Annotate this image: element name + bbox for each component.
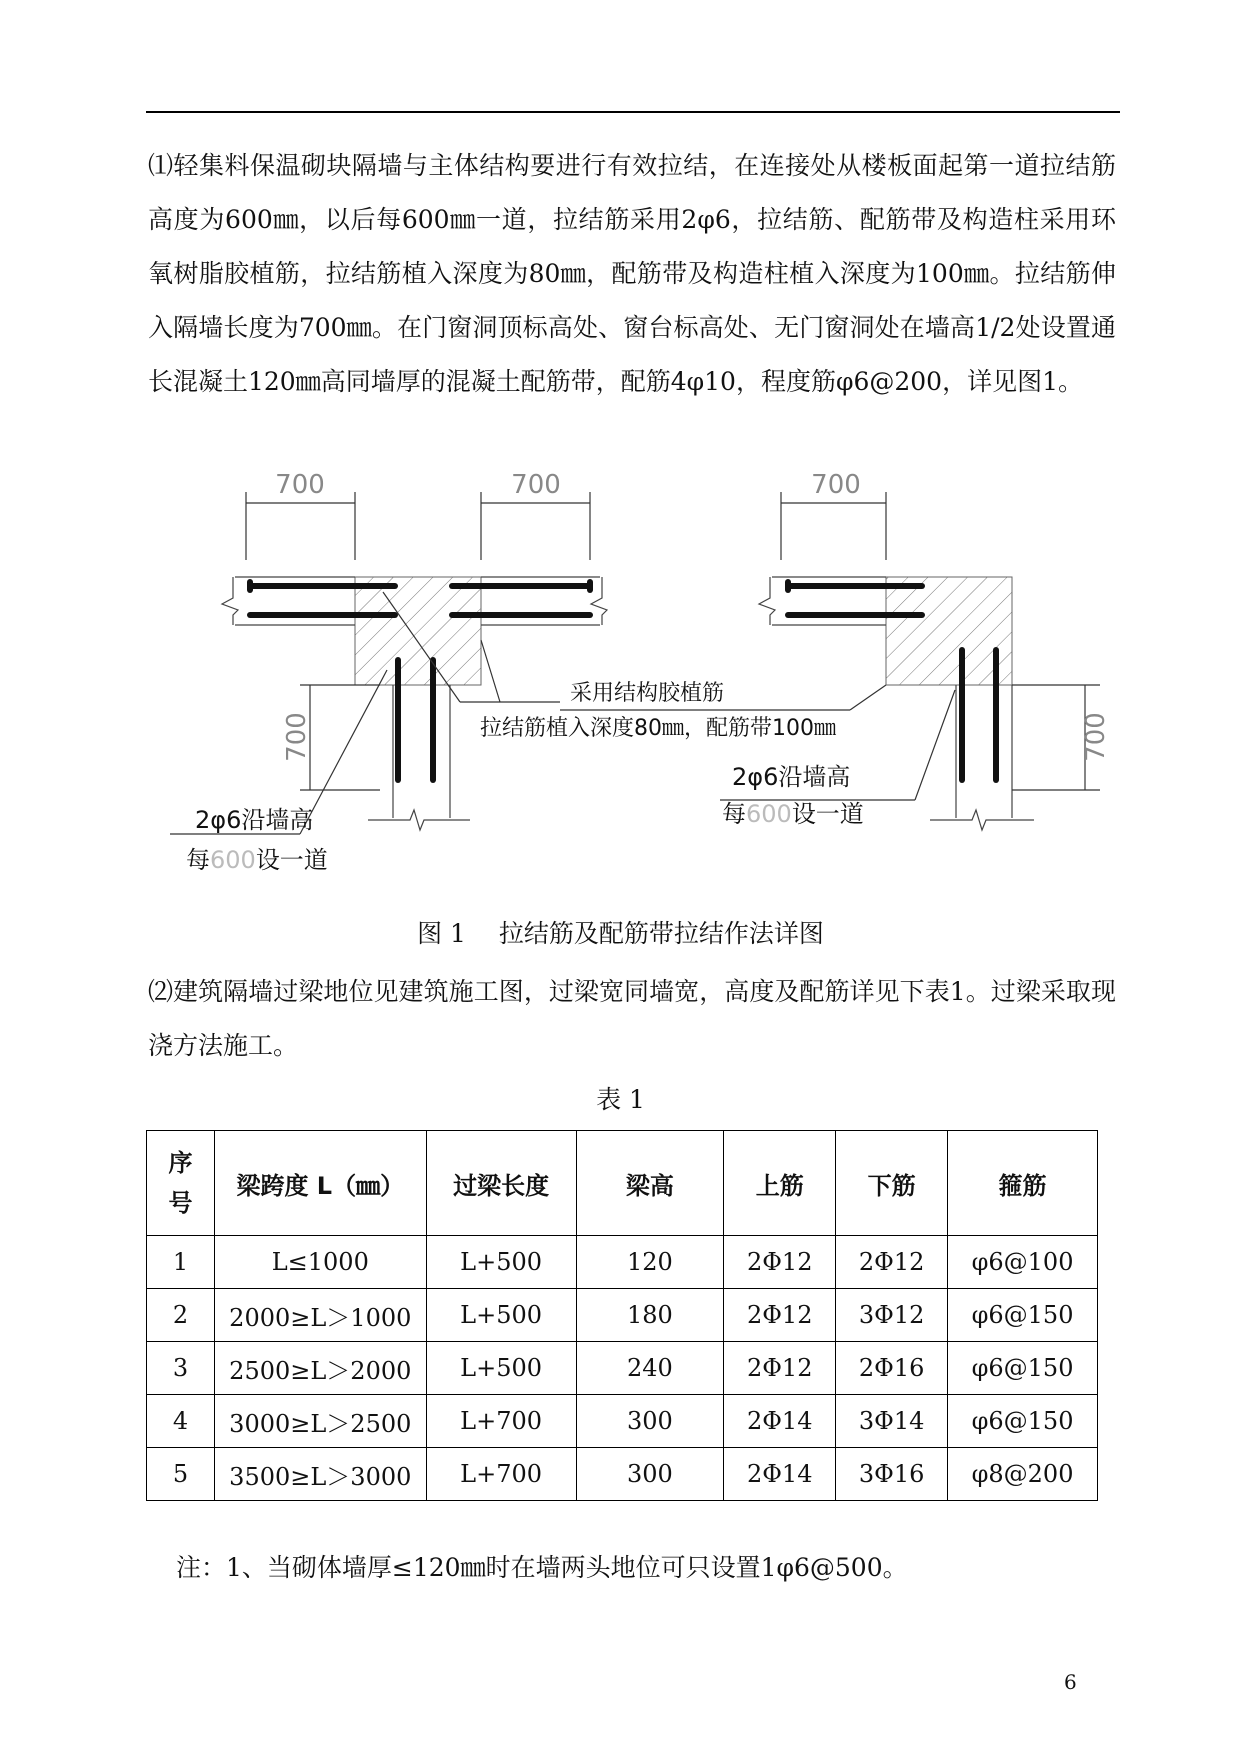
table-cell: L+500	[426, 1236, 576, 1289]
table-cell: L+500	[426, 1342, 576, 1395]
table-cell: 2Φ12	[724, 1342, 836, 1395]
table-row	[147, 1448, 1098, 1501]
table-cell: 2	[147, 1289, 215, 1342]
table-cell: 3500≥L＞3000	[214, 1448, 426, 1501]
left-note-line1: 2φ6沿墙高	[195, 806, 314, 834]
header-length: 过梁长度	[426, 1131, 576, 1236]
dim-700-b: 700	[511, 470, 561, 500]
paragraph-2: ⑵建筑隔墙过梁地位见建筑施工图，过梁宽同墙宽，高度及配筋详见下表1。过梁采取现浇方法施工。	[148, 977, 1116, 1060]
figure-1-drawing	[0, 460, 1241, 880]
table-cell: 2Φ14	[724, 1395, 836, 1448]
header-index: 序 号	[147, 1131, 215, 1236]
header-bottom-bar: 下筋	[836, 1131, 948, 1236]
table-cell: 2Φ14	[724, 1448, 836, 1501]
table-cell: φ8@200	[948, 1448, 1098, 1501]
table-cell: φ6@100	[948, 1236, 1098, 1289]
right-note-line1: 2φ6沿墙高	[732, 763, 851, 791]
figure-caption: 图 1 拉结筋及配筋带拉结作法详图	[417, 919, 824, 948]
table-cell: L≤1000	[214, 1236, 426, 1289]
label-depth: 拉结筋植入深度80㎜，配筋带100㎜	[480, 716, 836, 741]
table-cell: 180	[576, 1289, 724, 1342]
table-row	[147, 1395, 1098, 1448]
table-cell: 4	[147, 1395, 215, 1448]
table-cell: 5	[147, 1448, 215, 1501]
header-span: 梁跨度 L（㎜）	[214, 1131, 426, 1236]
table-cell: 3Φ12	[836, 1289, 948, 1342]
right-note-line2: 每600设一道	[722, 800, 864, 828]
header-rule	[146, 111, 1120, 113]
table-caption: 表 1	[596, 1085, 645, 1114]
table-cell: 2Φ12	[836, 1236, 948, 1289]
dim-700-left-vertical: 700	[282, 712, 312, 762]
table-cell: 300	[576, 1448, 724, 1501]
table-cell: 240	[576, 1342, 724, 1395]
table-row	[147, 1342, 1098, 1395]
table-cell: L+700	[426, 1448, 576, 1501]
table-cell: 1	[147, 1236, 215, 1289]
label-glue: 采用结构胶植筋	[570, 681, 725, 706]
table-cell: 3Φ16	[836, 1448, 948, 1501]
table-cell: φ6@150	[948, 1289, 1098, 1342]
table-cell: 3Φ14	[836, 1395, 948, 1448]
table-cell: 2Φ12	[724, 1236, 836, 1289]
table-row	[147, 1236, 1098, 1289]
table-cell: 2000≥L＞1000	[214, 1289, 426, 1342]
header-top-bar: 上筋	[724, 1131, 836, 1236]
table-cell: 2500≥L＞2000	[214, 1342, 426, 1395]
header-stirrup: 箍筋	[948, 1131, 1098, 1236]
dim-700-right-vertical: 700	[1081, 712, 1111, 762]
table-cell: L+700	[426, 1395, 576, 1448]
table-cell: 300	[576, 1395, 724, 1448]
paragraph-1: ⑴轻集料保温砌块隔墙与主体结构要进行有效拉结，在连接处从楼板面起第一道拉结筋高度为600㎜，以后每600㎜一道，拉结筋采用2φ6，拉结筋、配筋带及构造柱采用环氧树脂胶植筋，拉结筋植入深度为80㎜，配筋带及构造柱植入深度为100㎜。拉结筋伸入隔墙长度为700㎜。在门窗洞顶标高处、窗台标高处、无门窗洞处在墙高1/2处设置通长混凝土120㎜高同墙厚的混凝土配筋带，配筋4φ10，程度筋φ6@200，详见图1。	[148, 151, 1116, 396]
dim-700-a: 700	[275, 470, 325, 500]
header-height: 梁高	[576, 1131, 724, 1236]
table-cell: 3000≥L＞2500	[214, 1395, 426, 1448]
table-header-row	[147, 1131, 1098, 1236]
right-dimensions	[560, 492, 1100, 800]
table-cell: 120	[576, 1236, 724, 1289]
left-concrete-column	[355, 577, 481, 685]
dim-700-c: 700	[811, 470, 861, 500]
lintel-table	[146, 1130, 1098, 1501]
table-cell: φ6@150	[948, 1395, 1098, 1448]
table-cell: 2Φ16	[836, 1342, 948, 1395]
table-cell: 3	[147, 1342, 215, 1395]
table-note: 注：1、当砌体墙厚≤120㎜时在墙两头地位可只设置1φ6@500。	[176, 1553, 908, 1582]
table-row	[147, 1289, 1098, 1342]
left-note-line2: 每600设一道	[186, 846, 328, 874]
table-cell: L+500	[426, 1289, 576, 1342]
page-number: 6	[1064, 1670, 1077, 1694]
table-cell: 2Φ12	[724, 1289, 836, 1342]
table-cell: φ6@150	[948, 1342, 1098, 1395]
